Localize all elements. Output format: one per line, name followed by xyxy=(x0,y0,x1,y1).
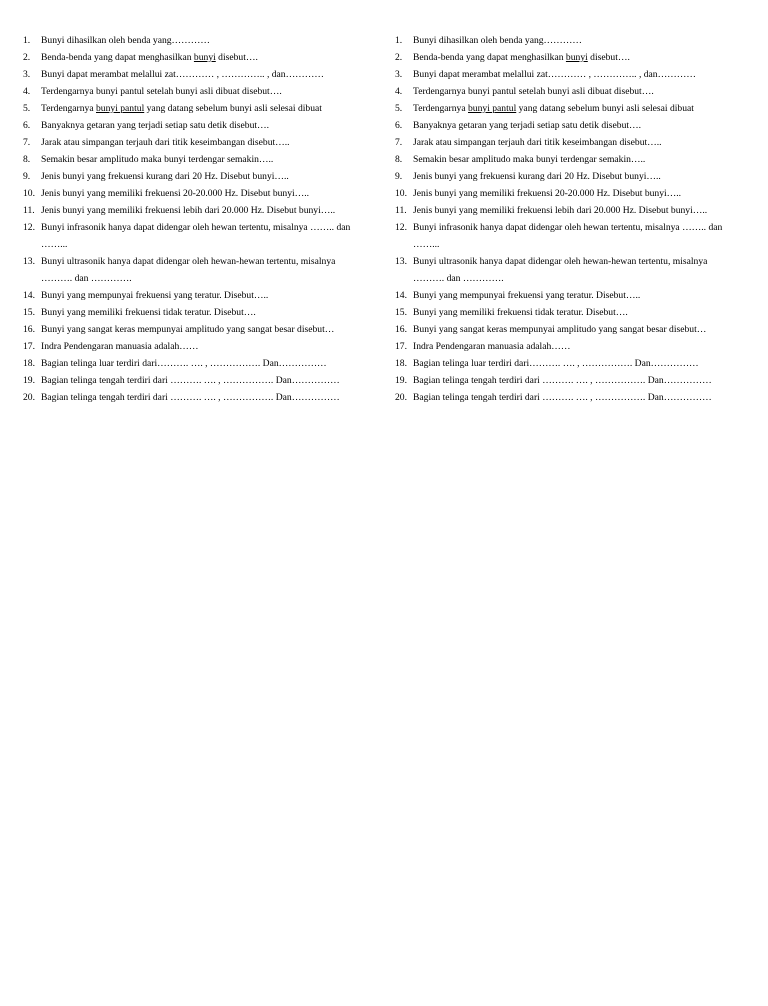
question-text xyxy=(41,66,371,83)
text-segment: Bagian telinga luar terdiri dari………. …. , ……………. Dan…………… xyxy=(413,358,699,369)
question-text xyxy=(41,355,371,372)
text-segment: Bunyi yang sangat keras mempunyai amplitudo yang sangat besar disebut… xyxy=(413,324,707,335)
question-number: 16. xyxy=(23,324,35,335)
question-text xyxy=(41,151,371,168)
question-text xyxy=(41,219,371,253)
question-text xyxy=(413,304,743,321)
question-number: 20. xyxy=(395,392,407,403)
question-item xyxy=(395,202,743,219)
question-text-line xyxy=(41,304,371,321)
question-text xyxy=(41,168,371,185)
underlined-term: bunyi pantul xyxy=(468,103,517,114)
question-text xyxy=(41,100,371,117)
question-text xyxy=(413,389,743,406)
question-number: 14. xyxy=(395,290,407,301)
question-item xyxy=(395,321,743,338)
question-number: 20. xyxy=(23,392,35,403)
text-segment: Bagian telinga luar terdiri dari………. …. , ……………. Dan…………… xyxy=(41,358,327,369)
question-number: 15. xyxy=(395,307,407,318)
question-number: 6. xyxy=(23,120,31,131)
question-item xyxy=(395,134,743,151)
question-column-left xyxy=(23,32,371,406)
question-text xyxy=(413,168,743,185)
text-segment: Bunyi dihasilkan oleh benda yang………… xyxy=(413,35,582,46)
question-number: 11. xyxy=(23,205,35,216)
question-text-line xyxy=(413,355,743,372)
question-number: 18. xyxy=(23,358,35,369)
question-text xyxy=(413,49,743,66)
text-segment: Terdengarnya xyxy=(41,103,96,114)
question-text-line xyxy=(41,32,371,49)
question-item xyxy=(395,168,743,185)
text-segment: Benda-benda yang dapat menghasilkan xyxy=(41,52,194,63)
question-text-line xyxy=(41,202,371,219)
question-text xyxy=(413,151,743,168)
question-item xyxy=(23,66,371,83)
question-item xyxy=(23,100,371,117)
question-item xyxy=(395,338,743,355)
question-text-line xyxy=(41,134,371,151)
text-segment: Indra Pendengaran manuasia adalah…… xyxy=(413,341,571,352)
question-text xyxy=(41,304,371,321)
question-number: 8. xyxy=(23,154,31,165)
question-item xyxy=(395,304,743,321)
question-text xyxy=(41,372,371,389)
question-text-line xyxy=(41,49,371,66)
text-segment: Jenis bunyi yang memiliki frekuensi 20-20.000 Hz. Disebut bunyi….. xyxy=(413,188,682,199)
question-column-right xyxy=(395,32,743,406)
text-segment: Bunyi yang mempunyai frekuensi yang teratur. Disebut….. xyxy=(41,290,269,301)
underlined-term: bunyi xyxy=(193,52,216,63)
text-segment: yang datang sebelum bunyi asli selesai dibuat xyxy=(516,103,694,114)
question-text-line xyxy=(41,338,371,355)
question-item xyxy=(395,185,743,202)
question-text-line xyxy=(41,287,371,304)
question-item xyxy=(395,287,743,304)
text-segment: Bunyi dapat merambat melallui zat………… , ………….. , dan………… xyxy=(413,69,696,80)
question-item xyxy=(23,355,371,372)
question-number: 1. xyxy=(23,35,31,46)
question-number: 3. xyxy=(23,69,31,80)
text-segment: Semakin besar amplitudo maka bunyi terdengar semakin….. xyxy=(41,154,274,165)
question-text xyxy=(413,100,743,117)
question-text xyxy=(413,134,743,151)
question-item xyxy=(395,219,743,253)
question-item xyxy=(395,355,743,372)
question-item xyxy=(395,389,743,406)
question-number: 16. xyxy=(395,324,407,335)
question-text-line xyxy=(41,270,371,287)
question-text xyxy=(413,355,743,372)
text-segment: Bunyi yang memiliki frekuensi tidak teratur. Disebut…. xyxy=(413,307,628,318)
question-item xyxy=(395,151,743,168)
text-segment: disebut…. xyxy=(587,52,630,63)
question-text-line xyxy=(413,117,743,134)
underlined-term: bunyi xyxy=(565,52,588,63)
text-segment: Bunyi ultrasonik hanya dapat didengar oleh hewan-hewan tertentu, misalnya xyxy=(41,256,336,267)
question-text-line xyxy=(413,389,743,406)
question-item xyxy=(23,134,371,151)
question-item xyxy=(395,32,743,49)
question-item xyxy=(23,219,371,253)
question-text xyxy=(41,185,371,202)
question-text-line xyxy=(413,372,743,389)
question-text-line xyxy=(41,185,371,202)
question-text xyxy=(413,321,743,338)
question-item xyxy=(23,304,371,321)
question-number: 19. xyxy=(23,375,35,386)
question-text-line xyxy=(41,355,371,372)
question-item xyxy=(23,168,371,185)
question-number: 18. xyxy=(395,358,407,369)
question-text xyxy=(41,32,371,49)
question-text xyxy=(413,32,743,49)
text-segment: Jarak atau simpangan terjauh dari titik keseimbangan disebut….. xyxy=(41,137,290,148)
question-number: 17. xyxy=(395,341,407,352)
text-segment: Jenis bunyi yang memiliki frekuensi lebih dari 20.000 Hz. Disebut bunyi….. xyxy=(413,205,708,216)
text-segment: yang datang sebelum bunyi asli selesai dibuat xyxy=(144,103,322,114)
question-number: 13. xyxy=(23,256,35,267)
text-segment: Jenis bunyi yang memiliki frekuensi 20-20.000 Hz. Disebut bunyi….. xyxy=(41,188,310,199)
question-item xyxy=(23,389,371,406)
question-number: 7. xyxy=(23,137,31,148)
question-text xyxy=(413,287,743,304)
question-item xyxy=(23,49,371,66)
question-text xyxy=(41,287,371,304)
question-text-line xyxy=(413,338,743,355)
text-segment: Bunyi yang memiliki frekuensi tidak teratur. Disebut…. xyxy=(41,307,256,318)
text-segment: Banyaknya getaran yang terjadi setiap satu detik disebut…. xyxy=(413,120,642,131)
question-text-line xyxy=(413,321,743,338)
question-text-line xyxy=(41,117,371,134)
question-number: 11. xyxy=(395,205,407,216)
text-segment: Jarak atau simpangan terjauh dari titik keseimbangan disebut….. xyxy=(413,137,662,148)
question-text-line xyxy=(41,83,371,100)
text-segment: Terdengarnya xyxy=(413,103,468,114)
question-item xyxy=(395,117,743,134)
question-item xyxy=(395,100,743,117)
text-segment: Jenis bunyi yang memiliki frekuensi lebih dari 20.000 Hz. Disebut bunyi….. xyxy=(41,205,336,216)
question-text-line xyxy=(41,219,371,236)
question-number: 10. xyxy=(23,188,35,199)
text-segment: Bagian telinga tengah terdiri dari ………. …. , ……………. Dan…………… xyxy=(413,375,712,386)
question-item xyxy=(23,321,371,338)
question-text xyxy=(413,117,743,134)
question-number: 5. xyxy=(395,103,403,114)
text-segment: Bunyi infrasonik hanya dapat didengar oleh hewan tertentu, misalnya …….. dan xyxy=(413,222,723,233)
question-item xyxy=(23,202,371,219)
text-segment: ……... xyxy=(41,239,68,250)
text-segment: Bunyi yang mempunyai frekuensi yang teratur. Disebut….. xyxy=(413,290,641,301)
question-text-line xyxy=(413,83,743,100)
text-segment: Bunyi dihasilkan oleh benda yang………… xyxy=(41,35,210,46)
text-segment: Terdengarnya bunyi pantul setelah bunyi asli dibuat disebut…. xyxy=(413,86,654,97)
question-number: 14. xyxy=(23,290,35,301)
question-number: 12. xyxy=(395,222,407,233)
question-item xyxy=(395,66,743,83)
question-item xyxy=(395,83,743,100)
question-item xyxy=(23,185,371,202)
question-text xyxy=(41,83,371,100)
question-text-line xyxy=(413,151,743,168)
question-number: 4. xyxy=(395,86,403,97)
text-segment: Bunyi dapat merambat melallui zat………… , ………….. , dan………… xyxy=(41,69,324,80)
question-number: 9. xyxy=(23,171,31,182)
question-text-line xyxy=(413,287,743,304)
question-item xyxy=(23,287,371,304)
question-number: 8. xyxy=(395,154,403,165)
question-text-line xyxy=(413,32,743,49)
question-text xyxy=(413,202,743,219)
question-number: 3. xyxy=(395,69,403,80)
question-number: 17. xyxy=(23,341,35,352)
text-segment: Jenis bunyi yang frekuensi kurang dari 20 Hz. Disebut bunyi….. xyxy=(41,171,289,182)
question-list xyxy=(395,32,743,406)
question-number: 4. xyxy=(23,86,31,97)
question-text xyxy=(413,372,743,389)
question-text xyxy=(41,321,371,338)
question-text xyxy=(41,253,371,287)
question-text-line xyxy=(413,253,743,270)
question-text xyxy=(413,83,743,100)
text-segment: ………. dan …………. xyxy=(413,273,504,284)
question-text-line xyxy=(41,253,371,270)
text-segment: Bagian telinga tengah terdiri dari ………. …. , ……………. Dan…………… xyxy=(41,392,340,403)
question-text-line xyxy=(41,168,371,185)
question-text-line xyxy=(413,202,743,219)
text-segment: ……... xyxy=(413,239,440,250)
question-text-line xyxy=(413,100,743,117)
question-number: 9. xyxy=(395,171,403,182)
question-text-line xyxy=(413,270,743,287)
text-segment: Indra Pendengaran manuasia adalah…… xyxy=(41,341,199,352)
question-number: 15. xyxy=(23,307,35,318)
text-segment: Jenis bunyi yang frekuensi kurang dari 20 Hz. Disebut bunyi….. xyxy=(413,171,661,182)
question-number: 12. xyxy=(23,222,35,233)
question-item xyxy=(395,253,743,287)
text-segment: Benda-benda yang dapat menghasilkan xyxy=(413,52,566,63)
text-segment: ………. dan …………. xyxy=(41,273,132,284)
text-segment: Semakin besar amplitudo maka bunyi terdengar semakin….. xyxy=(413,154,646,165)
question-number: 6. xyxy=(395,120,403,131)
question-number: 7. xyxy=(395,137,403,148)
question-item xyxy=(395,372,743,389)
question-item xyxy=(23,372,371,389)
question-text-line xyxy=(413,66,743,83)
text-segment: Bagian telinga tengah terdiri dari ………. …. , ……………. Dan…………… xyxy=(413,392,712,403)
question-text xyxy=(413,219,743,253)
question-number: 19. xyxy=(395,375,407,386)
question-text-line xyxy=(413,49,743,66)
question-text xyxy=(413,253,743,287)
question-text-line xyxy=(413,219,743,236)
question-number: 2. xyxy=(395,52,403,63)
question-text-line xyxy=(41,100,371,117)
question-text xyxy=(41,389,371,406)
question-item xyxy=(23,253,371,287)
question-text-line xyxy=(413,236,743,253)
question-item xyxy=(23,338,371,355)
text-segment: Bunyi ultrasonik hanya dapat didengar oleh hewan-hewan tertentu, misalnya xyxy=(413,256,708,267)
question-item xyxy=(395,49,743,66)
question-text xyxy=(41,117,371,134)
question-text-line xyxy=(413,134,743,151)
question-text xyxy=(413,185,743,202)
question-text-line xyxy=(413,168,743,185)
question-item xyxy=(23,117,371,134)
question-item xyxy=(23,83,371,100)
question-number: 10. xyxy=(395,188,407,199)
question-text-line xyxy=(41,372,371,389)
question-list xyxy=(23,32,371,406)
question-number: 1. xyxy=(395,35,403,46)
text-segment: Bunyi infrasonik hanya dapat didengar oleh hewan tertentu, misalnya …….. dan xyxy=(41,222,351,233)
question-text xyxy=(413,338,743,355)
question-text-line xyxy=(41,236,371,253)
question-item xyxy=(23,32,371,49)
text-segment: Banyaknya getaran yang terjadi setiap satu detik disebut…. xyxy=(41,120,270,131)
question-number: 2. xyxy=(23,52,31,63)
underlined-term: bunyi pantul xyxy=(96,103,145,114)
question-text xyxy=(41,49,371,66)
question-text xyxy=(41,202,371,219)
question-text-line xyxy=(413,185,743,202)
text-segment: Bagian telinga tengah terdiri dari ………. …. , ……………. Dan…………… xyxy=(41,375,340,386)
question-number: 5. xyxy=(23,103,31,114)
question-text xyxy=(41,338,371,355)
question-number: 13. xyxy=(395,256,407,267)
question-text xyxy=(41,134,371,151)
question-text-line xyxy=(41,389,371,406)
question-text-line xyxy=(41,66,371,83)
question-item xyxy=(23,151,371,168)
question-text xyxy=(413,66,743,83)
question-text-line xyxy=(41,151,371,168)
text-segment: Terdengarnya bunyi pantul setelah bunyi asli dibuat disebut…. xyxy=(41,86,282,97)
question-text-line xyxy=(41,321,371,338)
question-text-line xyxy=(413,304,743,321)
text-segment: disebut…. xyxy=(215,52,258,63)
text-segment: Bunyi yang sangat keras mempunyai amplitudo yang sangat besar disebut… xyxy=(41,324,335,335)
